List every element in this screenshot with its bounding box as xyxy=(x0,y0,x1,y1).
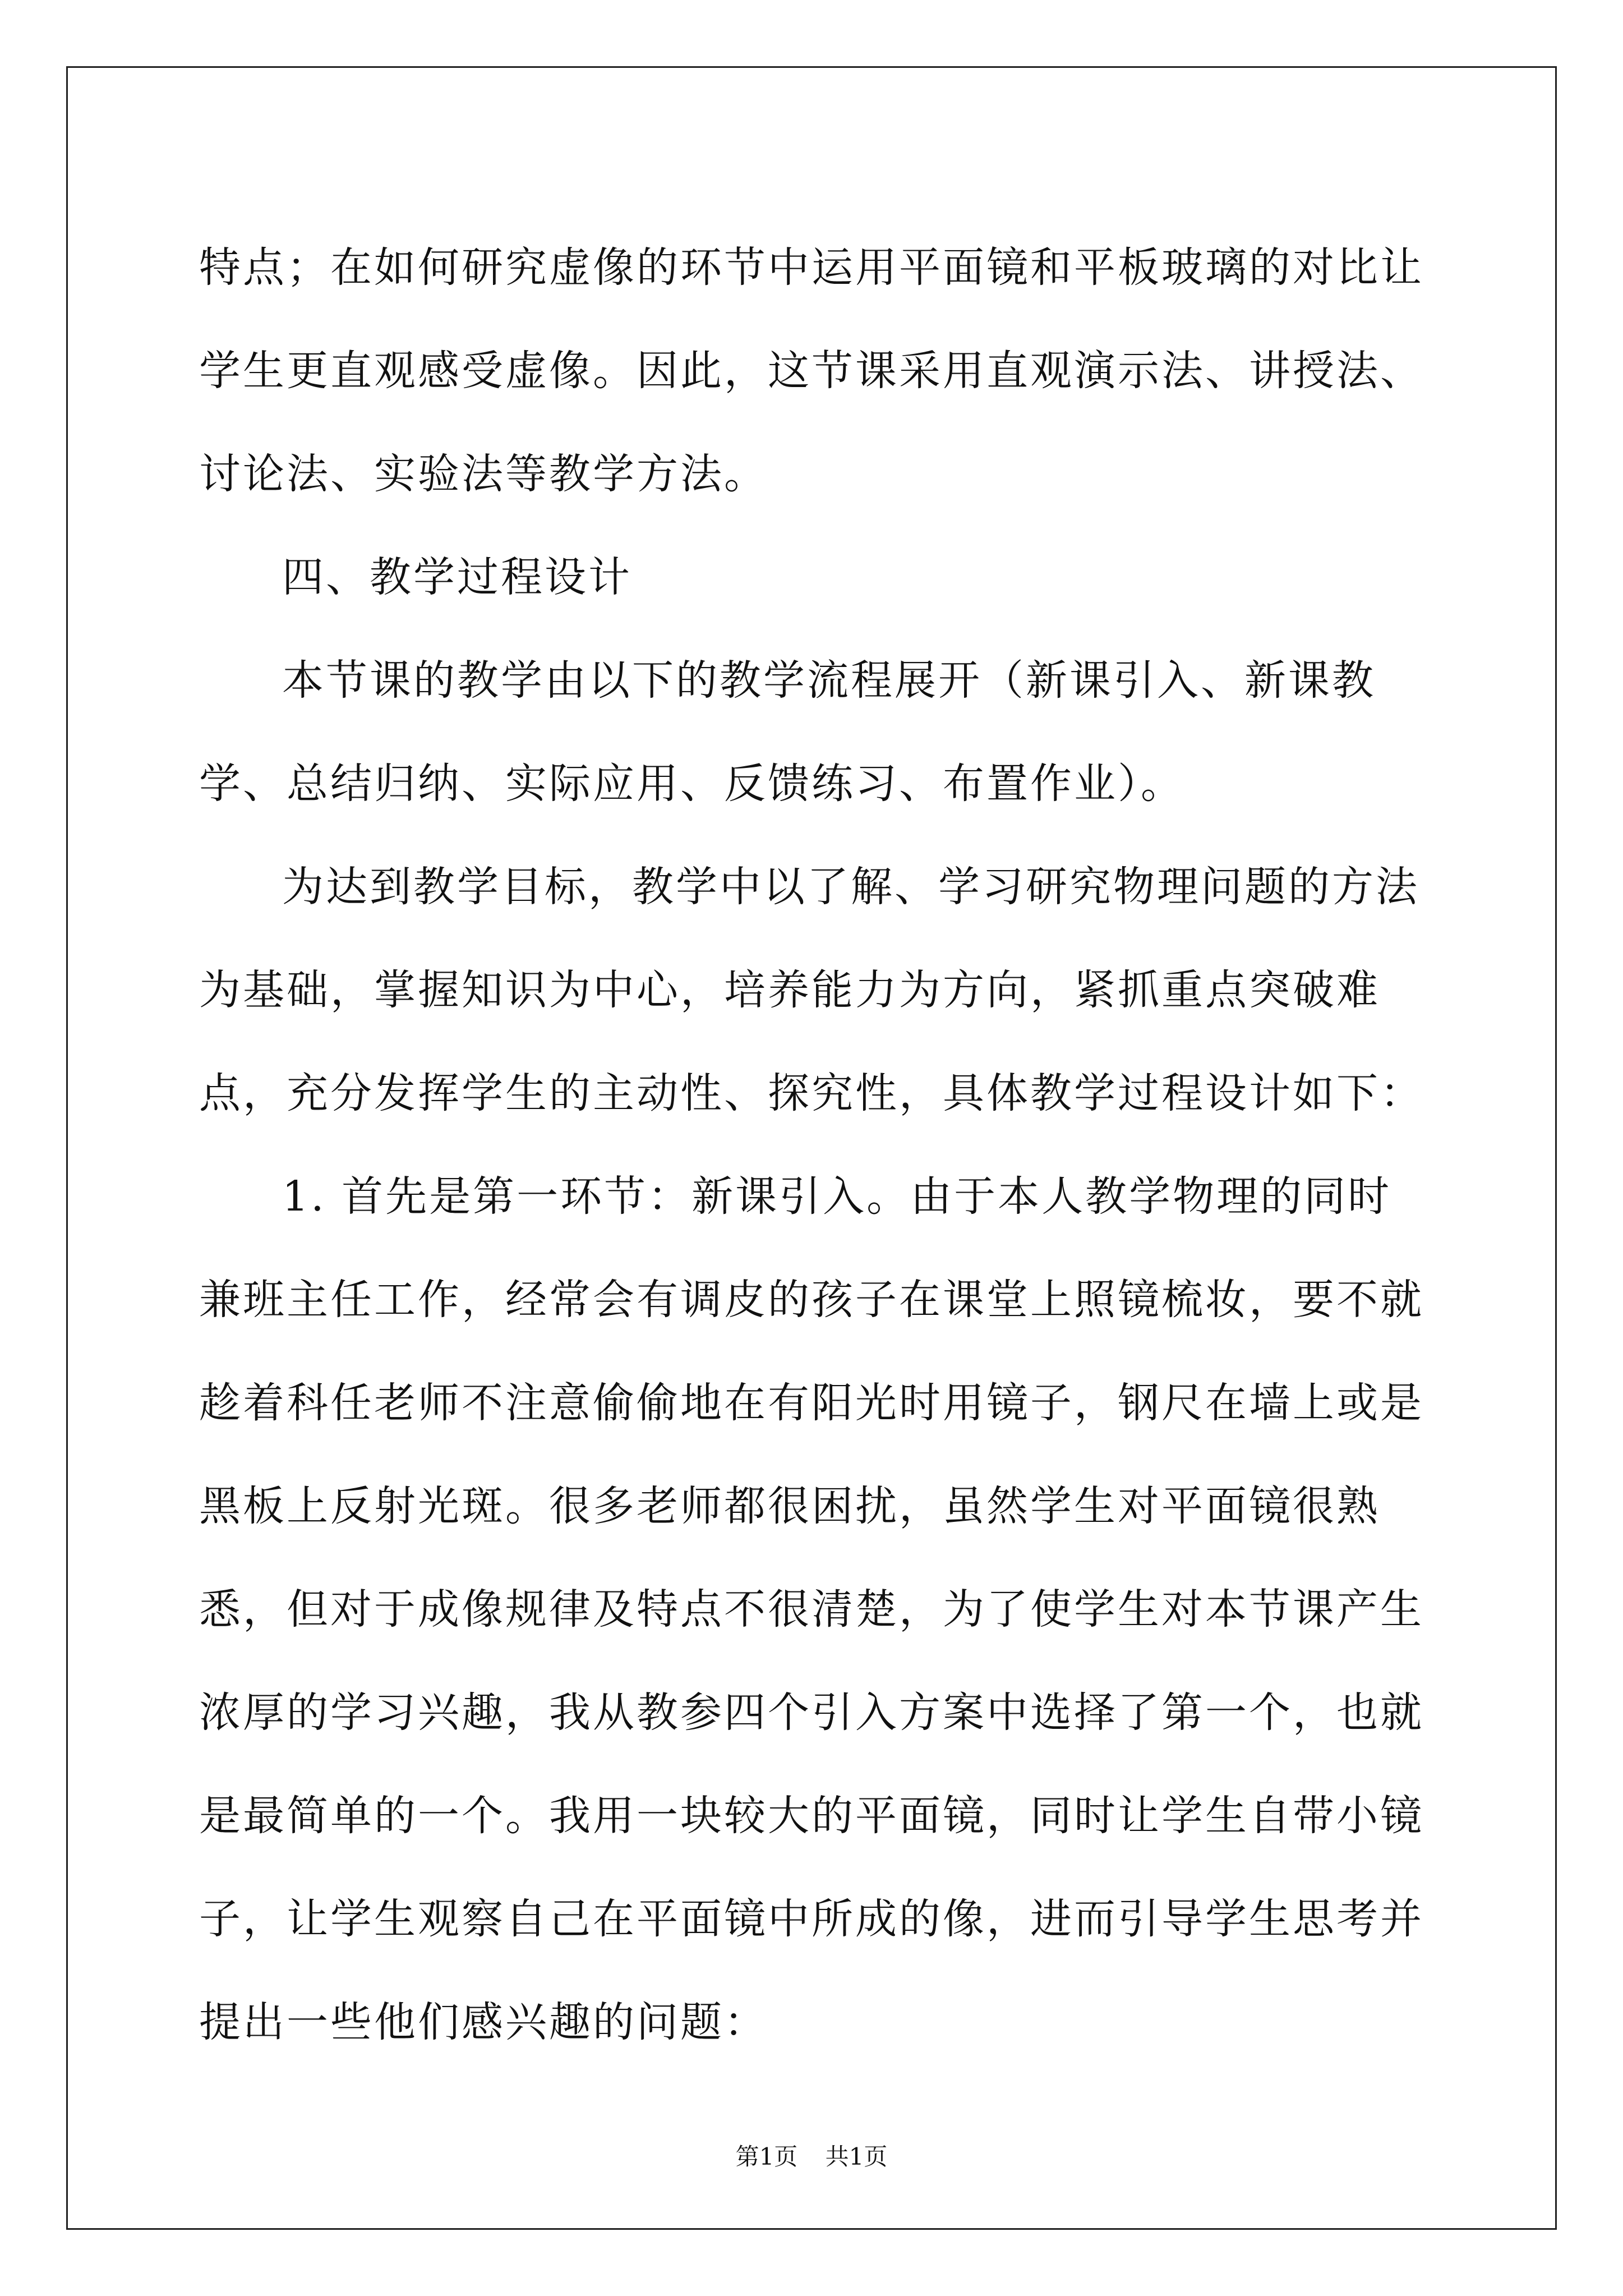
page-number-total: 共1页 xyxy=(825,2143,888,2170)
page-number-current: 第1页 xyxy=(735,2143,798,2170)
paragraph: 为达到教学目标，教学中以了解、学习研究物理问题的方法为基础，掌握知识为中心，培养能力为方向，紧抓重点突破难点，充分发挥学生的主动性、探究性，具体教学过程设计如下： xyxy=(199,863,1424,1117)
section-heading: 四、教学过程设计 xyxy=(282,553,632,601)
page-footer xyxy=(0,2140,1623,2174)
document-body xyxy=(199,216,1427,2074)
paragraph: 本节课的教学由以下的教学流程展开（新课引入、新课教学、总结归纳、实际应用、反馈练习、布置作业）。 xyxy=(199,656,1376,808)
paragraph-continuation: 特点；在如何研究虚像的环节中运用平面镜和平板玻璃的对比让学生更直观感受虚像。因此，这节课采用直观演示法、讲授法、讨论法、实验法等教学方法。 xyxy=(199,243,1424,498)
paragraph: 1. 首先是第一环节：新课引入。由于本人教学物理的同时兼班主任工作，经常会有调皮的孩子在课堂上照镜梳妆，要不就趁着科任老师不注意偷偷地在有阳光时用镜子，钢尺在墙上或是黑板上反射光斑。很多老师都很困扰，虽然学生对平面镜很熟悉，但对于成像规律及特点不很清楚，为了使学生对本节课产生浓厚的学习兴趣，我从教参四个引入方案中选择了第一个，也就是最简单的一个。我用一块较大的平面镜，同时让学生自带小镜子，让学生观察自己在平面镜中所成的像，进而引导学生思考并提出一些他们感兴趣的问题： xyxy=(199,1172,1424,2046)
